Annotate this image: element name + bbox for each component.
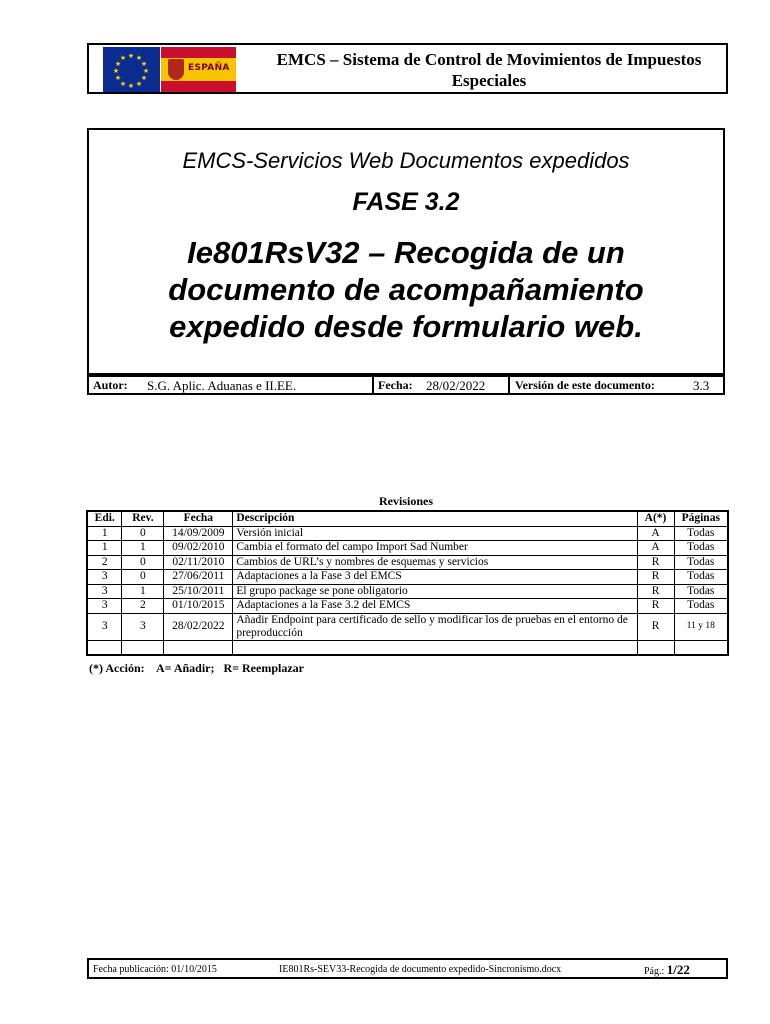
svg-text:★: ★ — [135, 80, 143, 88]
page-label: Pág.: — [644, 966, 665, 977]
cell-date: 27/06/2011 — [164, 570, 233, 585]
cell-description: Versión inicial — [233, 526, 637, 541]
cell-pages: Todas — [674, 570, 728, 585]
revisions-title: Revisiones — [379, 494, 433, 508]
document-header — [87, 43, 728, 94]
revisions-table — [86, 510, 729, 656]
document-title: Ie801RsV32 – Recogida de un documento de acompañamiento expedido desde formulario web. — [168, 235, 644, 344]
table-row — [87, 584, 728, 599]
cell-description: Adaptaciones a la Fase 3 del EMCS — [233, 570, 637, 585]
empty-cell — [233, 640, 637, 655]
publication-date: Fecha publicación: 01/10/2015 — [93, 964, 217, 975]
empty-cell — [164, 640, 233, 655]
header-title: EMCS – Sistema de Control de Movimientos de Impuestos Especiales — [276, 50, 702, 90]
author-cell — [89, 377, 369, 393]
col-header-action: A(*) — [637, 511, 674, 526]
cell-pages: Todas — [674, 526, 728, 541]
cell-description: Cambia el formato del campo Import Sad Number — [233, 541, 637, 556]
table-row — [87, 526, 728, 541]
cell-description: Adaptaciones a la Fase 3.2 del EMCS — [233, 599, 637, 614]
col-header-date: Fecha — [164, 511, 233, 526]
cell-date: 14/09/2009 — [164, 526, 233, 541]
cell-edition: 1 — [87, 541, 122, 556]
svg-text:★: ★ — [142, 67, 150, 75]
version-value: 3.3 — [693, 378, 710, 393]
svg-text:★: ★ — [119, 80, 127, 88]
table-header-row — [87, 511, 728, 526]
table-row — [87, 555, 728, 570]
svg-text:★: ★ — [135, 54, 143, 62]
empty-cell — [674, 640, 728, 655]
cell-description: Añadir Endpoint para certificado de sello y modificar los de pruebas en el entorno de preproducción — [233, 613, 637, 640]
file-name: IE801Rs-SEV33-Recogida de documento expedido-Sincronismo.docx — [279, 964, 562, 975]
cell-edition: 3 — [87, 584, 122, 599]
cell-action: R — [637, 613, 674, 640]
svg-text:★: ★ — [127, 82, 135, 90]
svg-text:★: ★ — [112, 67, 120, 75]
table-row-empty — [87, 640, 728, 655]
document-info-row — [87, 375, 725, 395]
table-row — [87, 599, 728, 614]
cell-revision: 0 — [122, 570, 164, 585]
page-footer — [87, 958, 728, 979]
cell-description: Cambios de URL’s y nombres de esquemas y servicios — [233, 555, 637, 570]
flag-label: ESPAÑA — [188, 63, 230, 73]
svg-text:★: ★ — [114, 60, 122, 68]
cell-pages: Todas — [674, 599, 728, 614]
cell-edition: 2 — [87, 555, 122, 570]
cell-action: R — [637, 555, 674, 570]
table-row — [87, 570, 728, 585]
cell-date: 09/02/2010 — [164, 541, 233, 556]
page-number — [644, 962, 690, 978]
phase-label: FASE 3.2 — [352, 188, 460, 216]
cell-action: R — [637, 570, 674, 585]
svg-text:★: ★ — [114, 74, 122, 82]
cell-revision: 1 — [122, 541, 164, 556]
revisions-body — [87, 526, 728, 655]
action-legend: (*) Acción: A= Añadir; R= Reemplazar — [89, 661, 304, 675]
cell-revision: 1 — [122, 584, 164, 599]
cell-date: 02/11/2010 — [164, 555, 233, 570]
cell-date: 01/10/2015 — [164, 599, 233, 614]
col-header-description: Descripción — [233, 511, 637, 526]
spain-flag-icon — [161, 47, 236, 92]
empty-cell — [637, 640, 674, 655]
empty-cell — [87, 640, 122, 655]
title-box — [87, 128, 725, 375]
col-header-revision: Rev. — [122, 511, 164, 526]
page-value: 1/22 — [666, 962, 690, 977]
eu-flag-icon — [103, 47, 160, 92]
cell-edition: 3 — [87, 570, 122, 585]
author-value: S.G. Aplic. Aduanas e II.EE. — [147, 378, 297, 393]
version-label: Versión de este documento: — [515, 378, 655, 392]
svg-text:★: ★ — [140, 60, 148, 68]
cell-revision: 0 — [122, 526, 164, 541]
cell-date: 25/10/2011 — [164, 584, 233, 599]
cell-pages: Todas — [674, 584, 728, 599]
empty-cell — [122, 640, 164, 655]
col-header-edition: Edi. — [87, 511, 122, 526]
date-label: Fecha: — [378, 378, 413, 392]
cell-edition: 1 — [87, 526, 122, 541]
cell-revision: 2 — [122, 599, 164, 614]
table-row — [87, 541, 728, 556]
cell-action: R — [637, 584, 674, 599]
cell-action: A — [637, 526, 674, 541]
cell-pages: Todas — [674, 555, 728, 570]
cell-revision: 3 — [122, 613, 164, 640]
cell-pages: Todas — [674, 541, 728, 556]
cell-description: El grupo package se pone obligatorio — [233, 584, 637, 599]
cell-date: 28/02/2022 — [164, 613, 233, 640]
coat-of-arms-icon — [168, 59, 184, 80]
date-value: 28/02/2022 — [426, 378, 486, 393]
table-row — [87, 613, 728, 640]
version-cell — [509, 377, 723, 393]
document-subtitle: EMCS-Servicios Web Documentos expedidos — [182, 148, 630, 173]
cell-edition: 3 — [87, 599, 122, 614]
date-cell — [372, 377, 510, 393]
author-label: Autor: — [93, 378, 128, 392]
svg-text:★: ★ — [119, 54, 127, 62]
cell-action: A — [637, 541, 674, 556]
svg-text:★: ★ — [127, 52, 135, 60]
svg-text:★: ★ — [140, 74, 148, 82]
cell-pages: 11 y 18 — [674, 613, 728, 640]
cell-action: R — [637, 599, 674, 614]
cell-revision: 0 — [122, 555, 164, 570]
col-header-pages: Páginas — [674, 511, 728, 526]
cell-edition: 3 — [87, 613, 122, 640]
